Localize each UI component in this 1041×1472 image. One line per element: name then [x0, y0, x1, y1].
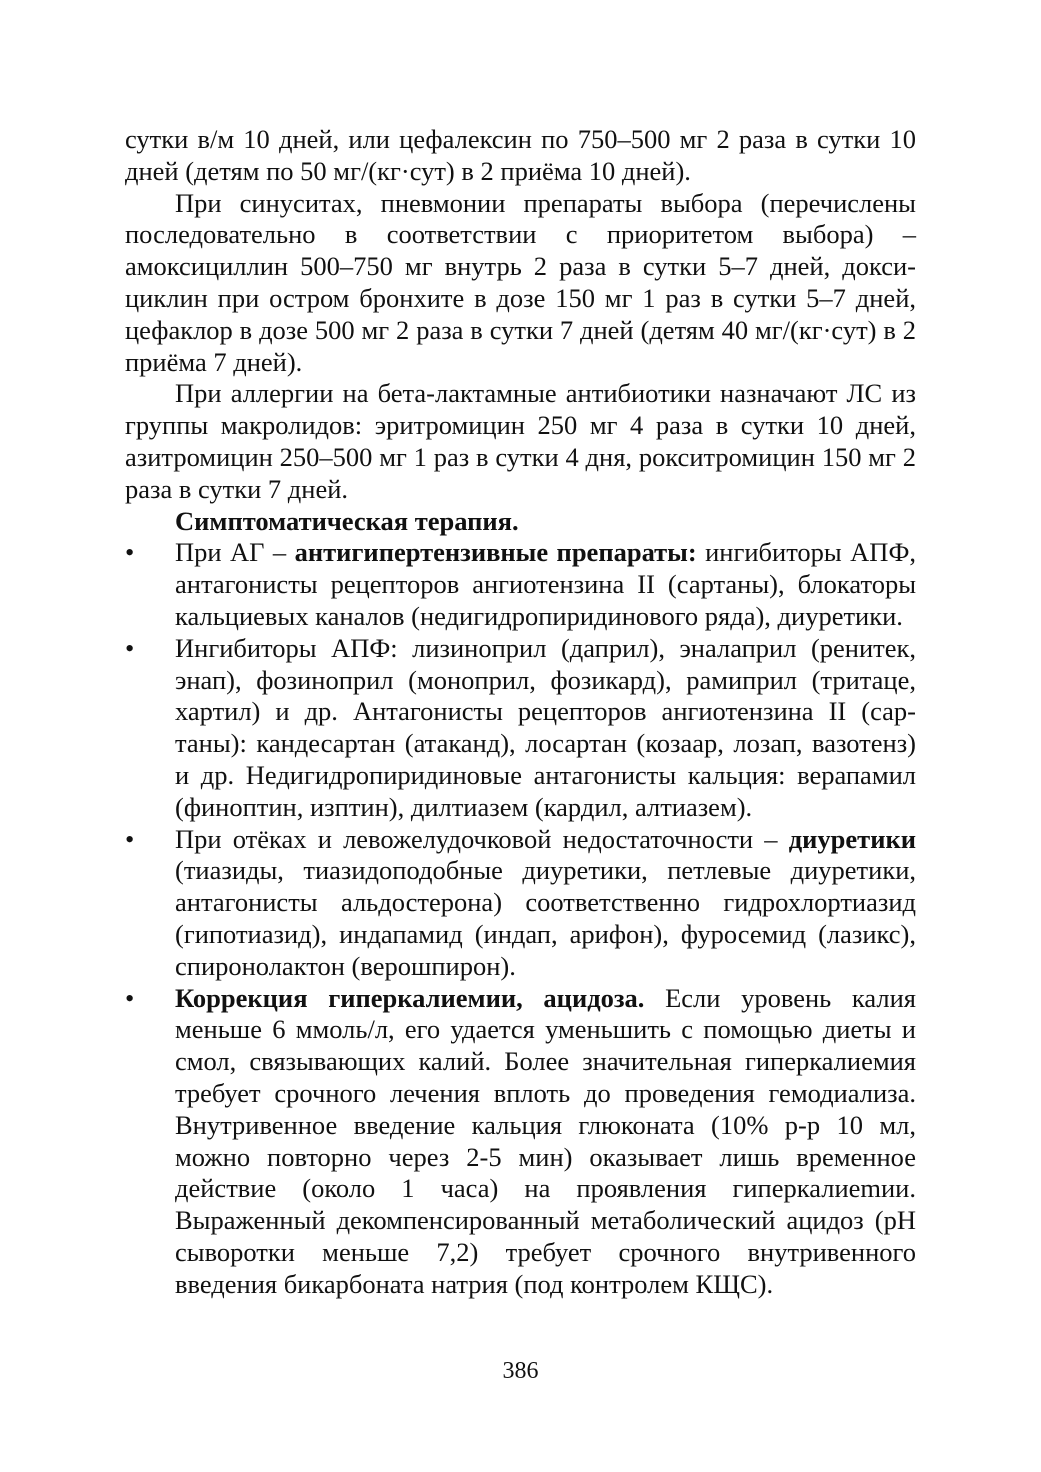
bullet-marker: •: [125, 823, 135, 854]
bullet-marker: •: [125, 537, 135, 568]
item-text: Ингибиторы АПФ: лизиноприл (даприл), эналаприл (ренитек, энап), фозиноприл (моноприл, фозикард), рамиприл (тритаце, хартил) и др. Антагонисты рецепторов ангиотензина II (сартаны): кандесартан (атаканд), лосартан (козаар, лозап, вазотенз) и др. Недигидропиридиновые антагонисты кальция: верапамил (финоптин, изптин), дилтиазем (кардил, алтиазем).: [175, 632, 916, 822]
paragraph-allergy: При аллергии на бета-лактамные антибиотики назначают ЛС из группы макролидов: эритромицин 250 мг 4 раза в сутки 10 дней, азитромицин 250–500 мг 1 раз в сутки 4 дня, рокситромицин 150 мг 2 раза в сутки 7 дней.: [125, 378, 916, 504]
page-number: 386: [502, 1358, 539, 1384]
paragraph-continuation: сутки в/м 10 дней, или цефалексин по 750–500 мг 2 раза в сутки 10 дней (детям по 50 мг/(кг·сут) в 2 приёма 10 дней).: [125, 124, 916, 186]
bullet-marker: •: [125, 982, 135, 1013]
item-bold: антигипертензивные препараты:: [294, 537, 697, 568]
therapy-list: [125, 537, 916, 1300]
paragraph-sinusitis: При синуситах, пневмонии препараты выбора (перечислены последовательно в соответствии с приоритетом выбора) – амоксициллин 500–750 мг внутрь 2 раза в сутки 5–7 дней, доксициклин при остром бронхите в дозе 150 мг 1 раз в сутки 5–7 дней, цефаклор в дозе 500 мг 2 раза в сутки 7 дней (детям 40 мг/(кг·сут) в 2 приёма 7 дней).: [125, 187, 916, 377]
bullet-marker: •: [125, 632, 135, 663]
list-item: [125, 983, 916, 1301]
item-text: Если уровень калия меньше 6 ммоль/л, его удается уменьшить с помощью диеты и смол, связывающих калий. Более значительная гиперкалиемия требует срочного лечения вплоть до проведения гемодиализа. Внутривенное введение кальция глюконата (10% р-р 10 мл, можно повторно через 2-5 мин) оказывает лишь временное действие (около 1 часа) на проявления гиперкалиеmии. Выраженный декомпенсированный метаболический ацидоз (рН сыворотки меньше 7,2) требует срочного внутривенного введения бикарбоната натрия (под контролем КЩС).: [175, 982, 916, 1299]
list-item: [125, 824, 916, 983]
page-content: [125, 124, 916, 1300]
section-heading: Симптоматическая терапия.: [175, 505, 519, 536]
list-item: [125, 633, 916, 824]
item-bold: диуретики: [788, 823, 916, 854]
item-bold: Коррекция гиперкалиемии, ацидоза.: [175, 982, 645, 1013]
item-text: ингибиторы АПФ, антагонисты рецепторов ангиотензина II (сартаны), блокаторы кальциевых каналов (недигидропиридинового ряда), диуретики.: [175, 537, 917, 631]
item-text: (тиазиды, тиазидоподобные диуретики, петлевые диуретики, антагонисты альдостерона) соответственно гидрохлортиазид (гипотиазид), индапамид (индап, арифон), фуросемид (лазикс), спиронолактон (верошпирон).: [175, 855, 916, 981]
list-item: [125, 537, 916, 632]
item-lead: При отёках и левожелудочковой недостаточности –: [175, 823, 789, 854]
item-lead: При АГ –: [175, 537, 295, 568]
